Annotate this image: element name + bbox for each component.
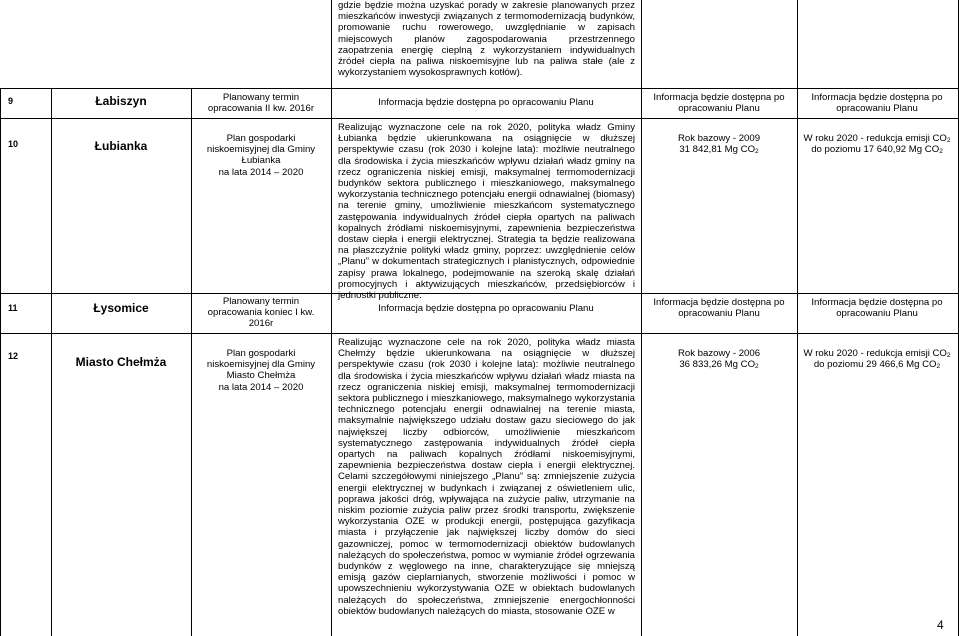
target-emission-value: do poziomu 17 640,92 Mg $CO_2$	[811, 144, 943, 156]
action-info: Informacja będzie dostępna po opracowaniu Planu	[378, 97, 594, 108]
plan-title	[197, 348, 325, 393]
base-year-label: Rok bazowy - 2006	[677, 348, 761, 359]
action-info: Informacja będzie dostępna po opracowaniu Planu	[378, 303, 594, 314]
table-column-divider	[797, 0, 798, 636]
target-info: Informacja będzie dostępna po opracowaniu Planu	[811, 92, 943, 115]
plan-status: Planowany termin opracowania II kw. 2016r	[207, 92, 315, 115]
table-column-divider	[331, 0, 332, 636]
table-column-divider	[641, 0, 642, 636]
target-label: W roku 2020 - redukcja emisji $CO_2$	[803, 133, 951, 144]
table-row-divider	[0, 88, 959, 89]
municipality-name: Łubianka	[94, 139, 148, 153]
target-info	[802, 133, 952, 155]
municipality-name: Łabiszyn	[95, 94, 147, 108]
base-year-info	[646, 348, 792, 370]
base-year-info	[646, 133, 792, 155]
plan-title-line: Plan gospodarki	[226, 348, 296, 359]
row-number: 11	[8, 303, 18, 313]
action-description: Realizując wyznaczone cele na rok 2020, polityka władz Gminy Łubianka będzie ukierunkowana na osiągnięcie w dłuższej perspektywie czasu (rok 2030 i kolejne lata): możliwie neutralnego dla środowiska i życia mieszkańców wpływu działań władz gminy na rzecz ograniczenia niskiej emisji, maksymalnej termomodernizacji budynków sektora publicznego i mieszkaniowego, maksymalnego wykorzystania technicznego potencjału energii odnawialnej (biomasy) na terenie gminy, umożliwienie mieszkańcom systematycznego zastępowania indywidualnych źródeł ciepła opartych na paliwach kopalnych źródłami niskoemisyjnymi, zapewnienia bezpieczeństwa dostaw ciepła i energii elektrycznej. Strategia ta będzie realizowana na płaszczyźnie polityki władz gminy, poprzez: uwzględnienie celów „Planu” w dokumentach strategicznych i planistycznych, odpowiednie zapisy prawa lokalnego, podejmowanie na szeroką skalę działań promocyjnych i aktywizujących mieszkańców, przedsiębiorców i jednostki publiczne.	[338, 122, 635, 302]
action-description: Realizując wyznaczone cele na rok 2020, polityka władz miasta Chełmży będzie ukierunkowana na osiągnięcie w dłuższej perspektywie czasu (rok 2030 i kolejne lata): możliwie neutralnego dla środowiska i życia mieszkańców wpływu działań władz miasta na rzecz ograniczenia niskiej emisji, maksymalnej termomodernizacji sektora publicznego i mieszkaniowego, maksymalnego wykorzystania technicznego potencjału energii odnawialnej na terenie miasta, maksymalnie największego udziału dostaw gazu sieciowego do jak największej liczby odbiorców, umożliwienie mieszkańcom systematycznego zastępowania indywidualnych źródeł ciepła opartych na paliwach kopalnych źródłami niskoemisyjnymi, zapewnienia bezpieczeństwa dostaw ciepła i energii elektrycznej. Celami szczegółowymi niniejszego „Planu” są: zmniejszenie zużycia energii elektrycznej w budynkach i związanej z oświetleniem ulic, poprawa jakości dróg, wpływająca na zużycie paliw, utrzymanie na niskim poziomie zużycia paliw przez środki transportu, zwiększenie wykorzystania OZE w produkcji energii, postępująca gazyfikacja miasta i przyłączenie jak największej liczby domów do sieci gazowniczej, pomoc w termomodernizacji obiektów budowlanych należących do społeczeństwa, pomoc w wymianie źródeł ogrzewania budynków z węglowego na inne, charakteryzujące się mniejszą emisją gazów cieplarnianych, stworzenie możliwości i pomoc w upowszechnieniu wykorzystywania OZE w obiektach budowlanych należących do społeczeństwa, zmniejszenie energochłonności obiektów budowlanych należących do miasta, stosowanie OZE w	[338, 337, 635, 617]
target-info: Informacja będzie dostępna po opracowaniu Planu	[811, 297, 943, 320]
table-row-divider	[0, 333, 959, 334]
plan-title-line: na lata 2014 – 2020	[218, 381, 304, 393]
base-year-info: Informacja będzie dostępna po opracowaniu Planu	[653, 297, 785, 320]
base-year-info: Informacja będzie dostępna po opracowaniu Planu	[653, 92, 785, 115]
plan-title-line: Miasto Chełmża	[226, 370, 296, 382]
row-number: 9	[8, 96, 14, 106]
municipality-name: Łysomice	[93, 301, 149, 315]
row-number: 10	[8, 139, 19, 149]
plan-title-line: niskoemisyjnej dla Gminy	[206, 144, 316, 156]
row-number: 12	[8, 351, 19, 361]
target-label: W roku 2020 - redukcja emisji $CO_2$	[803, 348, 951, 359]
target-emission-value: do poziomu 29 466,6 Mg $CO_2$	[813, 359, 941, 371]
municipality-name: Miasto Chełmża	[75, 355, 167, 369]
table-column-divider	[191, 88, 192, 636]
plan-title-line: Plan gospodarki	[226, 133, 296, 144]
page-number: 4	[937, 618, 944, 632]
plan-title-line: niskoemisyjnej dla Gminy	[206, 359, 316, 371]
plan-status: Planowany termin opracowania koniec I kw. 2016r	[207, 296, 315, 330]
base-year-label: Rok bazowy - 2009	[677, 133, 761, 144]
target-info	[802, 348, 952, 370]
plan-title	[197, 133, 325, 178]
table-border-left	[0, 88, 1, 636]
plan-title-line: Łubianka	[241, 155, 281, 167]
plan-title-line: na lata 2014 – 2020	[218, 166, 304, 178]
base-emission-value: 36 833,26 Mg $CO_2$	[679, 359, 759, 371]
previous-row-action-text: gdzie będzie można uzyskać porady w zakresie planowanych przez mieszkańców inwestycji związanych z termomodernizacją budynków, promowanie ruchu rowerowego, uwzględnianie w zapisach miejscowych planów zagospodarowania przestrzennego zaopatrzenia energię cieplną z wykorzystaniem indywidualnych źródeł ciepła na paliwa niskoemisyjne lub na paliwa stałe (ale z wykorzystaniem wysokosprawnych kotłów).	[338, 0, 635, 79]
table-row-divider	[0, 118, 959, 119]
base-emission-value: 31 842,81 Mg $CO_2$	[679, 144, 759, 156]
